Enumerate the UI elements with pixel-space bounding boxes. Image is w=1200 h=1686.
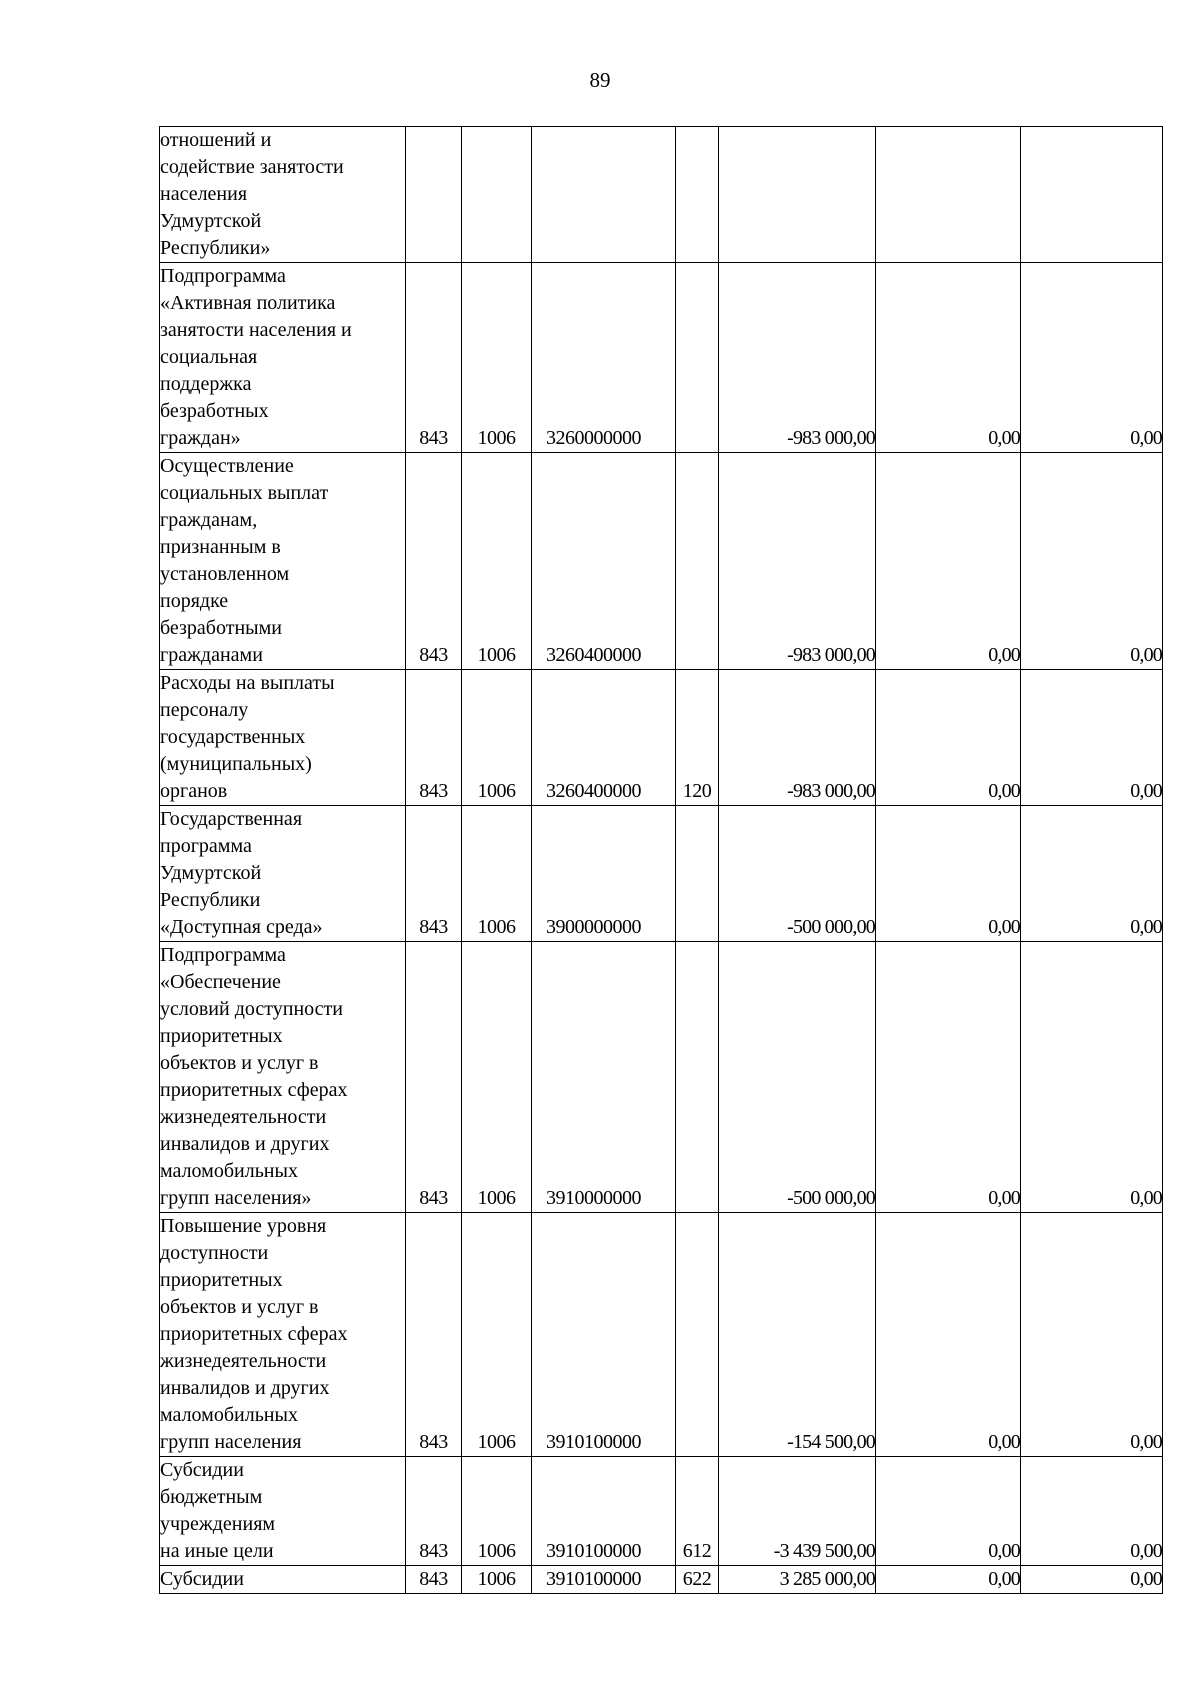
row-name-cell: Осуществление социальных выплат гражданам, признанным в установленном порядке безработными гражданами xyxy=(160,453,406,670)
row-name-cell: отношений и содействие занятости населения Удмуртской Республики» xyxy=(160,127,406,263)
amount-2-cell: 0,00 xyxy=(876,1457,1021,1566)
section-code-cell: 1006 xyxy=(462,263,532,453)
admin-code-cell: 843 xyxy=(406,1566,462,1594)
amount-3-cell xyxy=(1021,127,1163,263)
expense-type-cell xyxy=(676,806,719,942)
target-code-cell: 3900000000 xyxy=(532,806,676,942)
target-code-cell: 3260000000 xyxy=(532,263,676,453)
table-row xyxy=(160,670,1163,806)
admin-code-cell xyxy=(406,127,462,263)
amount-3-cell: 0,00 xyxy=(1021,263,1163,453)
expense-type-cell xyxy=(676,453,719,670)
table-row xyxy=(160,1213,1163,1457)
budget-table xyxy=(159,126,1163,1594)
amount-1-cell: -983 000,00 xyxy=(719,453,876,670)
table-row xyxy=(160,806,1163,942)
target-code-cell: 3910100000 xyxy=(532,1566,676,1594)
amount-3-cell: 0,00 xyxy=(1021,670,1163,806)
amount-1-cell xyxy=(719,127,876,263)
section-code-cell: 1006 xyxy=(462,670,532,806)
amount-2-cell: 0,00 xyxy=(876,670,1021,806)
amount-3-cell: 0,00 xyxy=(1021,806,1163,942)
section-code-cell: 1006 xyxy=(462,806,532,942)
amount-2-cell: 0,00 xyxy=(876,806,1021,942)
row-name-cell: Подпрограмма «Активная политика занятости населения и социальная поддержка безработных граждан» xyxy=(160,263,406,453)
table-row xyxy=(160,942,1163,1213)
amount-1-cell: -983 000,00 xyxy=(719,670,876,806)
amount-2-cell: 0,00 xyxy=(876,263,1021,453)
admin-code-cell: 843 xyxy=(406,453,462,670)
amount-3-cell: 0,00 xyxy=(1021,453,1163,670)
amount-2-cell: 0,00 xyxy=(876,453,1021,670)
section-code-cell xyxy=(462,127,532,263)
expense-type-cell xyxy=(676,127,719,263)
expense-type-cell: 120 xyxy=(676,670,719,806)
target-code-cell: 3260400000 xyxy=(532,453,676,670)
section-code-cell: 1006 xyxy=(462,942,532,1213)
table-row xyxy=(160,453,1163,670)
amount-1-cell: -154 500,00 xyxy=(719,1213,876,1457)
section-code-cell: 1006 xyxy=(462,1213,532,1457)
amount-1-cell: -500 000,00 xyxy=(719,806,876,942)
amount-1-cell: 3 285 000,00 xyxy=(719,1566,876,1594)
target-code-cell: 3910000000 xyxy=(532,942,676,1213)
amount-3-cell: 0,00 xyxy=(1021,1566,1163,1594)
amount-1-cell: -3 439 500,00 xyxy=(719,1457,876,1566)
amount-3-cell: 0,00 xyxy=(1021,1213,1163,1457)
expense-type-cell xyxy=(676,942,719,1213)
section-code-cell: 1006 xyxy=(462,1566,532,1594)
row-name-cell: Субсидии xyxy=(160,1566,406,1594)
amount-2-cell xyxy=(876,127,1021,263)
section-code-cell: 1006 xyxy=(462,1457,532,1566)
amount-1-cell: -500 000,00 xyxy=(719,942,876,1213)
expense-type-cell xyxy=(676,1213,719,1457)
admin-code-cell: 843 xyxy=(406,263,462,453)
amount-2-cell: 0,00 xyxy=(876,1213,1021,1457)
amount-2-cell: 0,00 xyxy=(876,1566,1021,1594)
table-row xyxy=(160,1566,1163,1594)
expense-type-cell: 622 xyxy=(676,1566,719,1594)
expense-type-cell xyxy=(676,263,719,453)
expense-type-cell: 612 xyxy=(676,1457,719,1566)
row-name-cell: Государственная программа Удмуртской Республики «Доступная среда» xyxy=(160,806,406,942)
amount-2-cell: 0,00 xyxy=(876,942,1021,1213)
table-row xyxy=(160,1457,1163,1566)
target-code-cell: 3910100000 xyxy=(532,1457,676,1566)
page-number: 89 xyxy=(589,68,611,92)
admin-code-cell: 843 xyxy=(406,942,462,1213)
admin-code-cell: 843 xyxy=(406,806,462,942)
target-code-cell: 3910100000 xyxy=(532,1213,676,1457)
amount-3-cell: 0,00 xyxy=(1021,1457,1163,1566)
admin-code-cell: 843 xyxy=(406,1457,462,1566)
row-name-cell: Подпрограмма «Обеспечение условий доступности приоритетных объектов и услуг в приоритетных сферах жизнедеятельности инвалидов и других маломобильных групп населения» xyxy=(160,942,406,1213)
target-code-cell xyxy=(532,127,676,263)
admin-code-cell: 843 xyxy=(406,670,462,806)
table-row xyxy=(160,127,1163,263)
target-code-cell: 3260400000 xyxy=(532,670,676,806)
admin-code-cell: 843 xyxy=(406,1213,462,1457)
table-row xyxy=(160,263,1163,453)
amount-3-cell: 0,00 xyxy=(1021,942,1163,1213)
amount-1-cell: -983 000,00 xyxy=(719,263,876,453)
row-name-cell: Субсидии бюджетным учреждениям на иные цели xyxy=(160,1457,406,1566)
row-name-cell: Расходы на выплаты персоналу государственных (муниципальных) органов xyxy=(160,670,406,806)
section-code-cell: 1006 xyxy=(462,453,532,670)
row-name-cell: Повышение уровня доступности приоритетных объектов и услуг в приоритетных сферах жизнедеятельности инвалидов и других маломобильных групп населения xyxy=(160,1213,406,1457)
